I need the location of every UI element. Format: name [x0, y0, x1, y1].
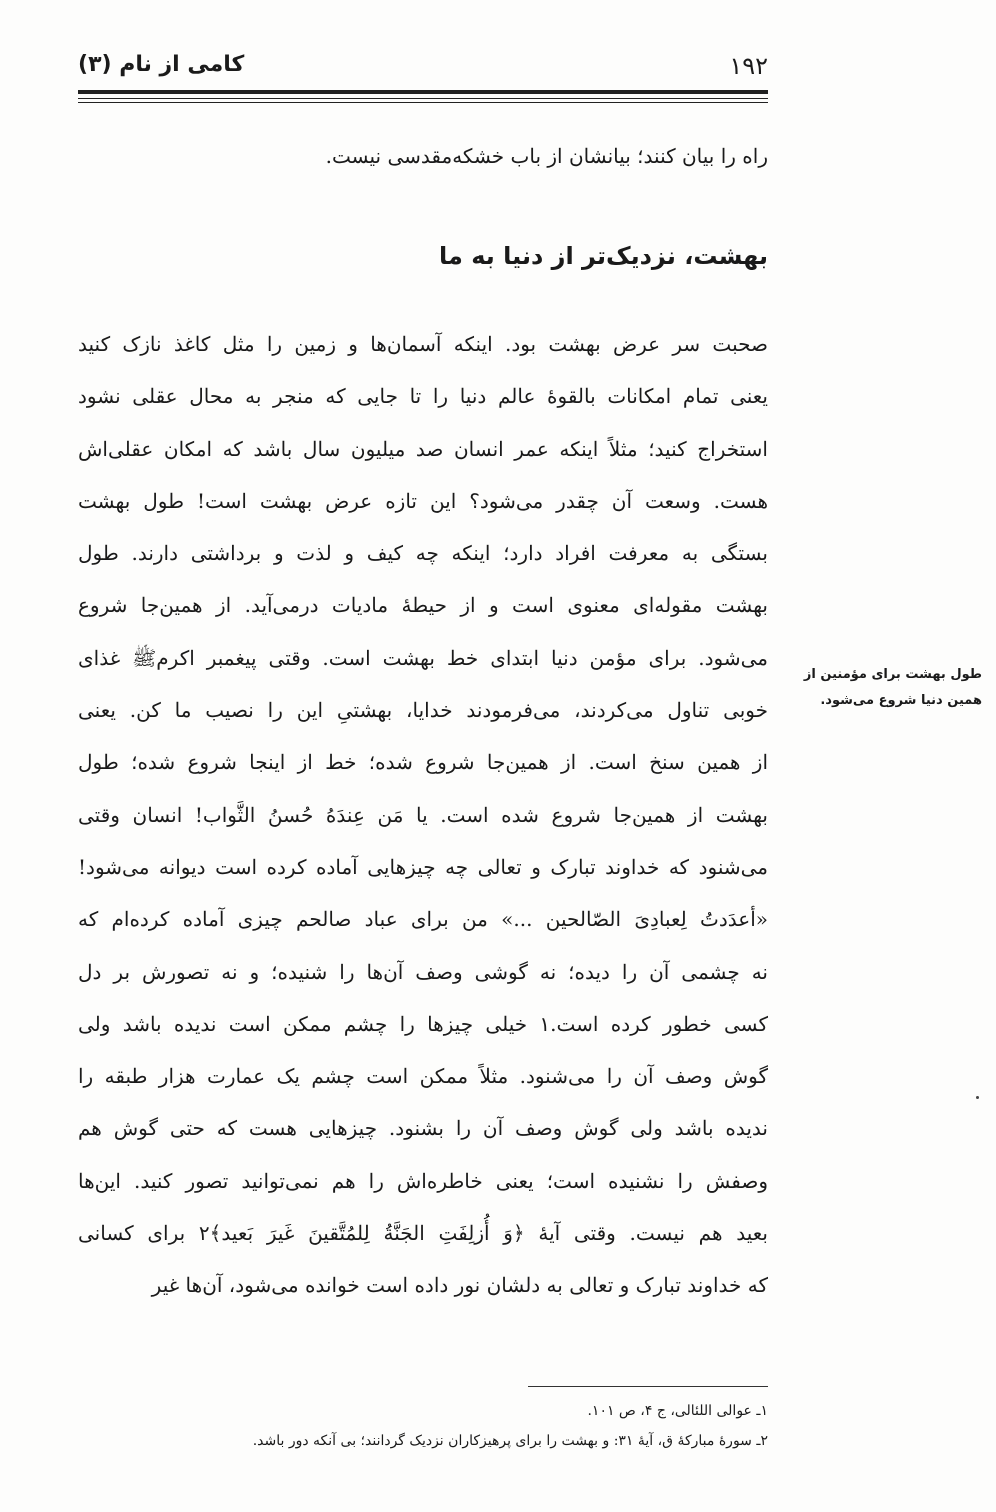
body-line: بعید هم نیست. وقتی آیهٔ ﴿وَ أُزلِفَتِ الجَنَّةُ لِلمُتَّقینَ غَیرَ بَعید﴾۲ برای کسانی: [78, 1221, 768, 1246]
page-header: [78, 50, 768, 90]
footnote-1: ۱ـ عوالی اللئالی، ج ۴، ص ۱۰۱.: [587, 1403, 768, 1419]
body-line: «أعدَدتُ لِعبادِیَ الصّالحین ...» من برای عباد صالحم چیزی آماده کرده‌ام که: [78, 907, 768, 932]
intro-line: راه را بیان کنند؛ بیانشان از باب خشکه‌مقدسی نیست.: [325, 144, 768, 168]
body-line: هست. وسعت آن چقدر می‌شود؟ این تازه عرض بهشت است! طول بهشت: [78, 488, 768, 513]
body-line: بهشت از همین‌جا شروع شده است. یا مَن عِندَهُ حُسنُ الثَّواب! انسان وقتی: [78, 802, 768, 827]
body-line: گوش وصف آن را می‌شنود. مثلاً ممکن است چشم یک عمارت هزار طبقه را: [78, 1064, 768, 1089]
page-number: ۱۹۲: [729, 52, 768, 80]
margin-note-line: همین دنیا شروع می‌شود.: [820, 693, 982, 708]
body-line: می‌شود. برای مؤمن دنیا ابتدای خط بهشت است. وقتی پیغمبر اکرمﷺ غذای: [78, 645, 768, 670]
running-title: کامی از نام (۳): [78, 52, 245, 77]
section-heading: بهشت، نزدیک‌تر از دنیا به ما: [439, 242, 768, 270]
footnotes: [78, 1396, 768, 1456]
body-line: یعنی تمام امکانات بالقوهٔ عالم دنیا را تا جایی که منجر به محال عقلی نشود: [78, 384, 768, 409]
body-line: نه چشمی آن را دیده؛ نه گوشی وصف آن‌ها را شنیده؛ و نه تصورش بر دل: [78, 959, 768, 984]
footnote-2: ۲ـ سورهٔ مبارکهٔ ق، آیهٔ ۳۱: و بهشت را برای پرهیزکاران نزدیک گردانند؛ بی آنکه دور باشد.: [252, 1433, 768, 1449]
header-rule-thin: [78, 98, 768, 99]
margin-note: [792, 662, 982, 714]
margin-note-line: طول بهشت برای مؤمنین از: [803, 667, 982, 682]
body-line: خوبی تناول می‌کردند، می‌فرمودند خدایا، بهشتیِ این را نصیب ما کن. یعنی: [78, 698, 768, 723]
body-line: بستگی به معرفت افراد دارد؛ اینکه چه کیف و لذت و برداشتی دارند. طول: [78, 541, 768, 566]
footnote-rule: [528, 1386, 768, 1387]
body-line: وصفش را نشنیده است؛ یعنی خاطره‌اش را هم نمی‌توانید تصور کنید. این‌ها: [78, 1168, 768, 1193]
header-rule-thin-2: [78, 102, 768, 103]
body-line: ندیده باشد ولی گوش وصف آن را بشنود. چیزهایی هست که حتی گوش هم: [78, 1116, 768, 1141]
body-paragraph: [78, 318, 768, 1312]
body-line: صحبت سر عرض بهشت بود. اینکه آسمان‌ها و زمین را مثل کاغذ نازک کنید: [78, 332, 768, 356]
body-line: استخراج کنید؛ مثلاً اینکه عمر انسان صد میلیون سال باشد که امکان عقلی‌اش: [78, 436, 768, 461]
body-line: کسی خطور کرده است.۱ خیلی چیزها را چشم ممکن است ندیده باشد ولی: [78, 1011, 768, 1036]
header-rule-thick: [78, 90, 768, 94]
body-line: که خداوند تبارک و تعالی به دلشان نور داده است خوانده می‌شود، آن‌ها غیر: [151, 1273, 768, 1298]
body-line: می‌شنود که خداوند تبارک و تعالی چه چیزهایی آماده کرده است دیوانه می‌شود!: [78, 854, 768, 879]
body-line: بهشت مقوله‌ای معنوی است و از حیطهٔ مادیات درمی‌آید. از همین‌جا شروع: [78, 593, 768, 618]
margin-dot: [976, 1096, 979, 1099]
body-line: از همین سنخ است. از همین‌جا شروع شده؛ خط از اینجا شروع شده؛ طول: [78, 750, 768, 775]
